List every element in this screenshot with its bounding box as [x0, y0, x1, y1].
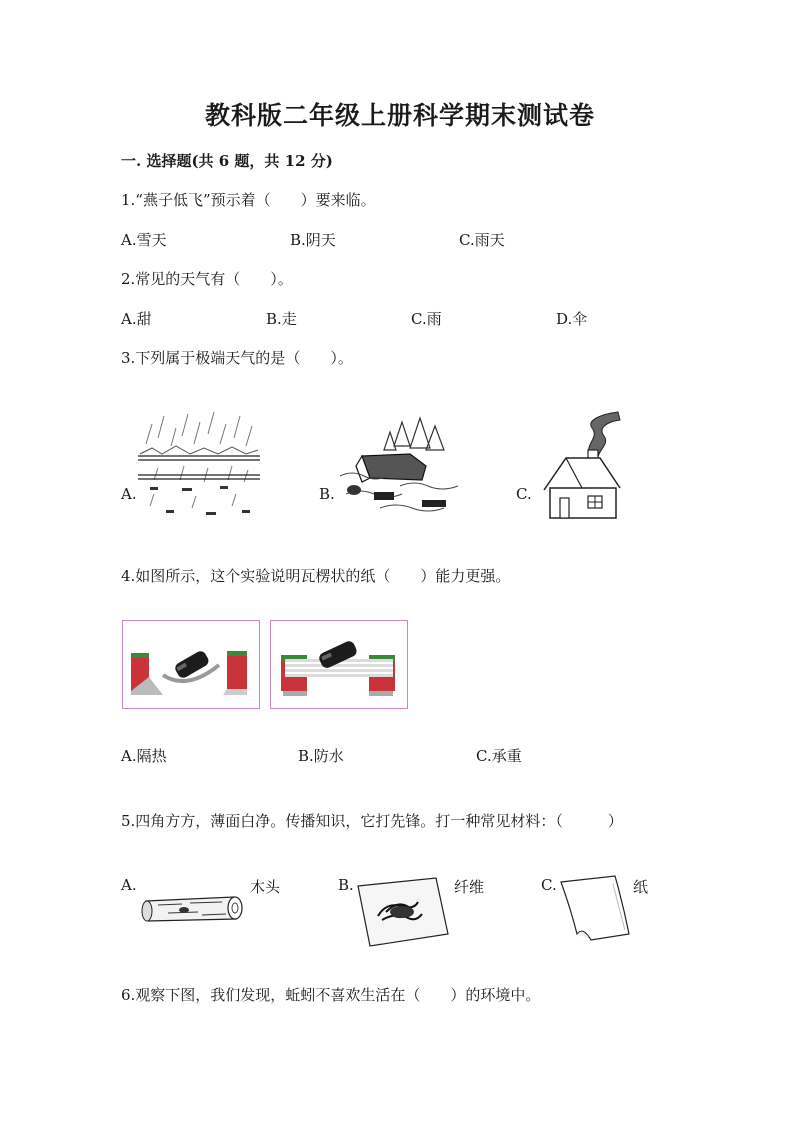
question-1-option-c[interactable]: C.雨天: [459, 231, 505, 249]
question-2-option-a[interactable]: A.甜: [121, 310, 152, 328]
question-2-option-b[interactable]: B.走: [266, 310, 297, 328]
question-4-stem: 4.如图所示，这个实验说明瓦楞状的纸（ ）能力更强。: [121, 567, 511, 585]
fiber-picture: [356, 876, 450, 948]
question-5-option-b[interactable]: B.: [338, 876, 354, 894]
question-4-option-c[interactable]: C.承重: [476, 747, 522, 765]
corrugated-paper-bridge-picture: [270, 620, 408, 709]
question-4-option-b[interactable]: B.防水: [298, 747, 344, 765]
question-2-option-d[interactable]: D.伞: [556, 310, 588, 328]
wooden-log-picture: [138, 893, 246, 925]
question-4-option-a[interactable]: A.隔热: [121, 747, 167, 765]
question-5-option-a-word: 木头: [250, 878, 281, 896]
section-heading: 一. 选择题(共 6 题，共 12 分): [121, 152, 333, 170]
question-5-option-c[interactable]: C.: [541, 876, 557, 894]
page-title: 教科版二年级上册科学期末测试卷: [204, 101, 595, 130]
question-5-option-b-word: 纤维: [454, 878, 485, 896]
question-2-option-c[interactable]: C.雨: [411, 310, 442, 328]
rainstorm-picture: [136, 410, 261, 522]
question-5-option-a[interactable]: A.: [121, 876, 137, 894]
paper-sheet-picture: [557, 874, 633, 946]
question-5-stem: 5.四角方方，薄面白净。传播知识，它打先锋。打一种常见材料：（ ）: [121, 812, 623, 830]
question-3-option-c[interactable]: C.: [516, 485, 532, 503]
question-3-stem: 3.下列属于极端天气的是（ ）。: [121, 349, 353, 367]
question-3-option-b[interactable]: B.: [319, 485, 335, 503]
question-3-option-a[interactable]: A.: [121, 485, 137, 503]
question-5-option-c-word: 纸: [633, 878, 649, 896]
house-chimney-picture: [540, 410, 625, 520]
question-6-stem: 6.观察下图，我们发现，蚯蚓不喜欢生活在（ ）的环境中。: [121, 986, 541, 1004]
question-1-option-b[interactable]: B.阴天: [290, 231, 336, 249]
flat-paper-bridge-picture: [122, 620, 260, 709]
question-2-stem: 2.常见的天气有（ ）。: [121, 270, 293, 288]
flood-picture: [340, 416, 465, 516]
question-1-stem: 1.“燕子低飞”预示着（ ）要来临。: [121, 191, 376, 209]
question-1-option-a[interactable]: A.雪天: [121, 231, 167, 249]
